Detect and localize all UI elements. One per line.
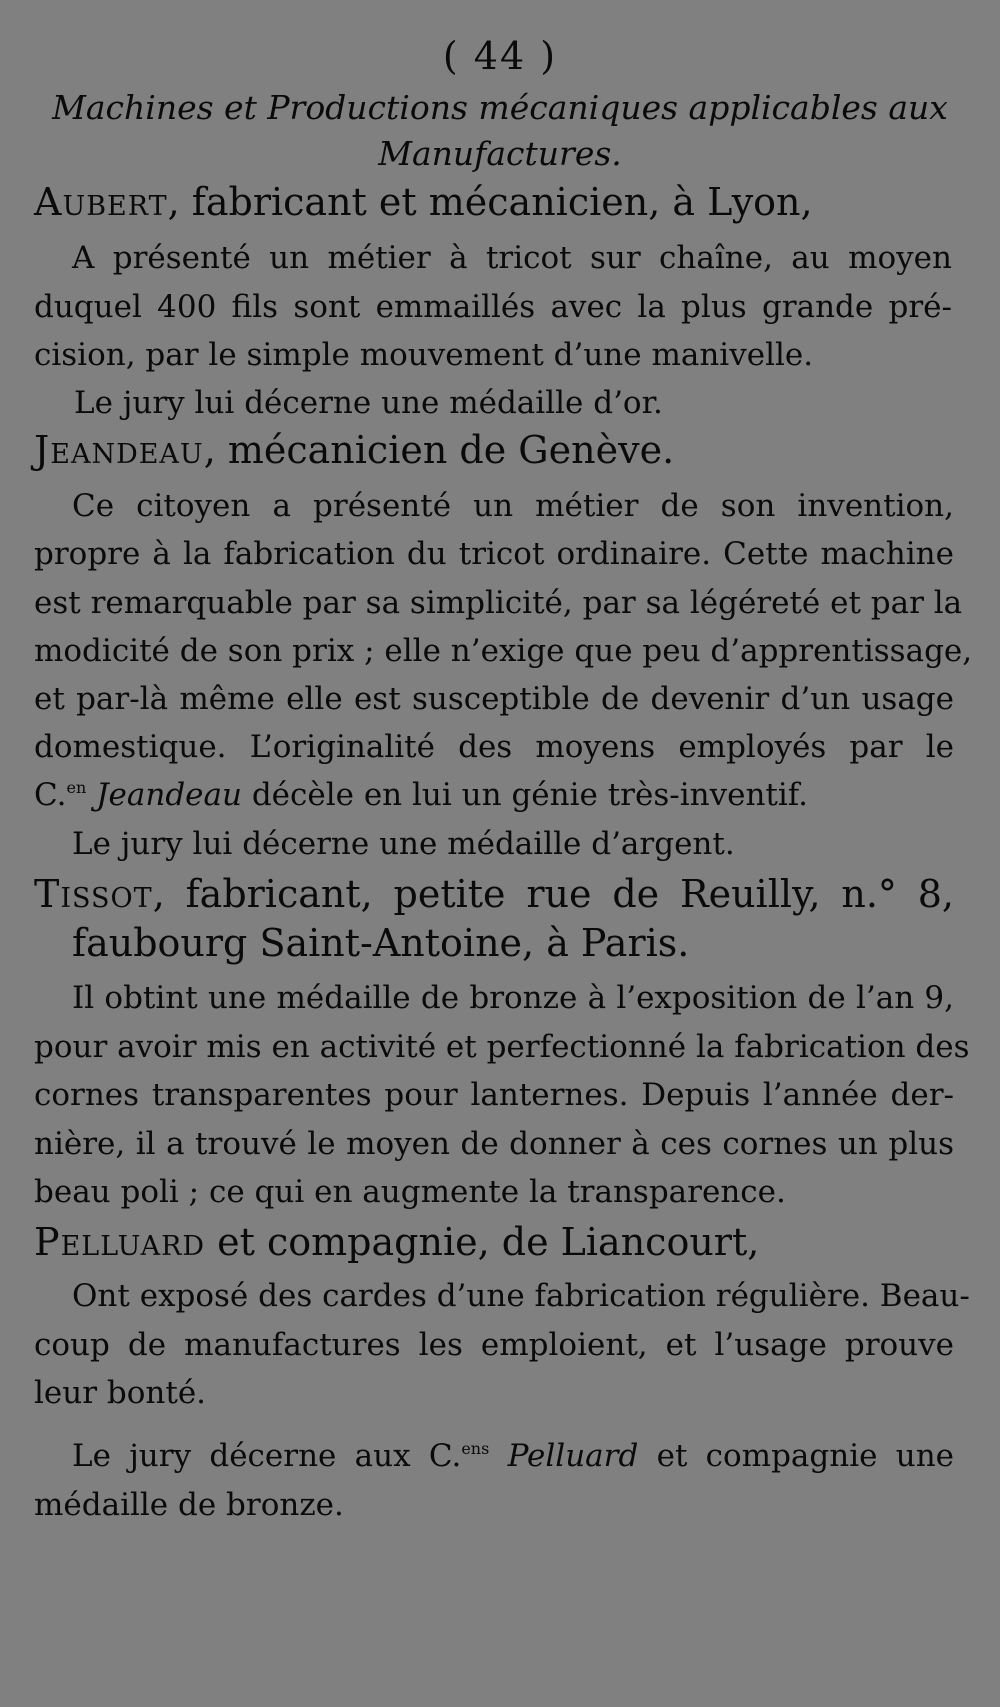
exhibitor-description: , mécanicien de Genève.: [203, 428, 675, 472]
paragraph-line: [34, 777, 808, 813]
entry-heading-aubert: [34, 180, 813, 224]
paragraph-line: domestique. L’originalité des moyens employés par le: [34, 729, 954, 765]
exhibitor-name: Pelluard: [34, 1220, 206, 1264]
citizen-superscript: ens: [461, 1439, 490, 1458]
paragraph-line: propre à la fabrication du tricot ordinaire. Cette machine: [34, 536, 954, 572]
exhibitor-description: , fabricant, petite rue de Reuilly, n.° 8,: [152, 872, 954, 916]
line-text: décèle en lui un génie très-inventif.: [251, 777, 809, 813]
line-text: et compagnie une: [656, 1438, 955, 1474]
paragraph-line: pour avoir mis en activité et perfectionné la fabrication des: [34, 1029, 970, 1065]
paragraph-line: A présenté un métier à tricot sur chaîne, au moyen: [72, 240, 952, 276]
citizen-abbreviation: C.: [34, 777, 67, 813]
entry-heading-tissot-line-2: faubourg Saint-Antoine, à Paris.: [72, 921, 690, 965]
paragraph-line: cornes transparentes pour lanternes. Depuis l’année der-: [34, 1077, 954, 1113]
paragraph-line: médaille de bronze.: [34, 1487, 344, 1523]
exhibitor-name: Jeandeau: [34, 428, 204, 472]
paragraph-line: Ont exposé des cardes d’une fabrication régulière. Beau-: [72, 1278, 970, 1314]
entry-heading-pelluard: [34, 1220, 759, 1264]
paragraph-line: modicité de son prix ; elle n’exige que peu d’apprentissage,: [34, 633, 973, 669]
paragraph-line: [72, 1438, 954, 1474]
paragraph-line: coup de manufactures les emploient, et l’usage prouve: [34, 1327, 954, 1363]
paragraph-line: et par-là même elle est susceptible de devenir d’un usage: [34, 681, 954, 717]
paragraph-line: Ce citoyen a présenté un métier de son invention,: [72, 488, 954, 524]
citizen-name: Jeandeau: [96, 777, 242, 813]
exhibitor-description: , fabricant et mécanicien, à Lyon,: [167, 180, 813, 224]
paragraph-line: leur bonté.: [34, 1375, 207, 1411]
exhibitor-name: Aubert: [34, 180, 168, 224]
paragraph-line: est remarquable par sa simplicité, par sa légéreté et par la: [34, 585, 963, 621]
page-number: ( 44 ): [442, 34, 558, 78]
paragraph-line: Il obtint une médaille de bronze à l’exposition de l’an 9,: [72, 980, 954, 1016]
entry-heading-jeandeau: [34, 428, 674, 472]
exhibitor-description: et compagnie, de Liancourt,: [205, 1220, 760, 1264]
paragraph-line: nière, il a trouvé le moyen de donner à ces cornes un plus: [34, 1126, 954, 1162]
paragraph-line: beau poli ; ce qui en augmente la transparence.: [34, 1174, 786, 1210]
paragraph-line: cision, par le simple mouvement d’une manivelle.: [34, 337, 814, 373]
entry-heading-tissot: [34, 872, 954, 916]
paragraph-line: Le jury lui décerne une médaille d’argent.: [72, 826, 735, 862]
paragraph-line: duquel 400 fils sont emmaillés avec la plus grande pré-: [34, 289, 952, 325]
line-text: Le jury décerne aux C.: [72, 1438, 462, 1474]
exhibitor-name: Tissot: [34, 872, 153, 916]
citizen-name: Pelluard: [507, 1438, 639, 1474]
section-title-line-2: Manufactures.: [378, 134, 622, 173]
citizen-superscript: en: [66, 778, 87, 797]
paragraph-line: Le jury lui décerne une médaille d’or.: [74, 385, 663, 421]
section-title-line-1: Machines et Productions mécaniques applicables aux: [52, 88, 948, 127]
